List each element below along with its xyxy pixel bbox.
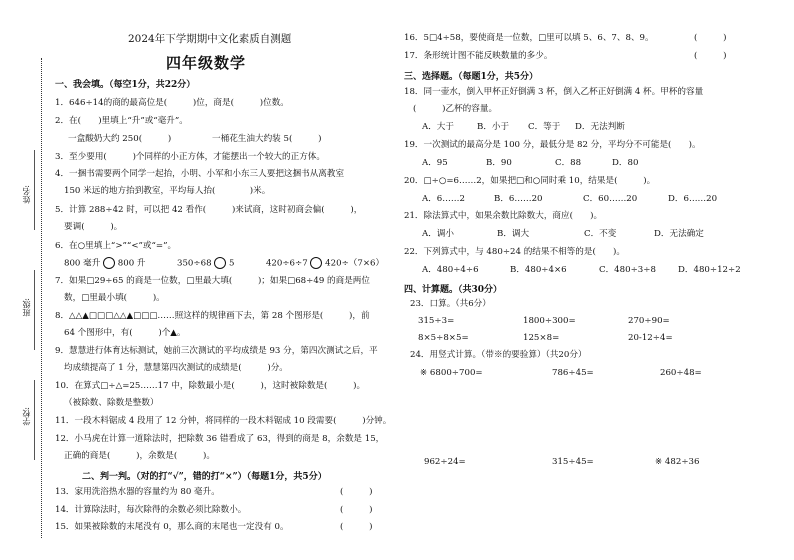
q19-option-a[interactable]: A．95 [422,158,448,168]
q20-option-b[interactable]: B．6……20 [494,194,543,204]
oral-calc: 20-12÷4= [628,333,673,343]
q22-option-c[interactable]: C．480÷3÷8 [599,265,656,275]
question-6-comparisons [64,257,384,270]
question-9-line-1: 9．慧慧进行体育达标测试，她前三次测试的平均成绩是 93 分，第四次测试之后，平 [55,346,378,356]
class-label: 班级: [22,298,31,317]
subject-title: 四年级数学 [166,54,247,72]
oral-calc: 1800÷300= [523,316,576,326]
name-underline [34,150,35,230]
question-22: 22．下列算式中，与 480÷24 的结果不相等的是( )。 [404,247,625,257]
binding-dotted-line [41,58,42,538]
q19-option-c[interactable]: C．88 [555,158,582,168]
compare-3-right: 420÷（7×6） [325,258,385,269]
section-4-heading: 四、计算题。（共30分） [404,285,503,295]
vertical-calc: ※ 482÷36 [655,457,700,467]
question-7-line-1: 7．如果□29÷65 的商是一位数，□里最大填( )；如果□68÷49 的商是两位 [55,276,370,286]
oral-calc: 315÷3= [418,316,455,326]
q18-option-a[interactable]: A．大于 [422,122,454,132]
q21-option-c[interactable]: C．不变 [584,229,617,239]
question-12-line-2: 正确的商是( )，余数是( )。 [64,451,215,461]
oral-calc: 8×5÷8×5= [418,333,469,343]
q18-option-d[interactable]: D．无法判断 [575,122,625,132]
question-16: 16．5□4÷58，要使商是一位数，□里可以填 5、6、7、8、9。 [404,33,654,43]
question-17: 17．条形统计图不能反映数量的多少。 [404,51,553,61]
compare-2-circle[interactable] [214,257,226,269]
question-4-line-1: 4．一捆书需要两个同学一起抬，小明、小军和小东三人要把这捆书从离教室 [55,169,345,179]
question-1: 1．646÷14的商的最高位是( )位，商是( )位数。 [55,98,289,108]
question-11: 11．一段木料锯成 4 段用了 12 分钟，将同样的一段木料锯成 10 段需要( )分钟。 [55,416,392,426]
q22-option-d[interactable]: D．480÷12÷2 [678,265,741,275]
q20-option-d[interactable]: D．6……20 [668,194,718,204]
oral-calc: 270÷90= [628,316,670,326]
compare-3-left: 420÷6÷7 [265,258,308,269]
compare-3-circle[interactable] [310,257,322,269]
section-2-heading: 二、判一判。（对的打“√”，错的打“×”）（每题1分，共5分） [82,472,327,482]
q20-option-a[interactable]: A．6……2 [422,194,465,204]
q19-option-d[interactable]: D．80 [612,158,639,168]
question-7-line-2: 数，□里最小填( )。 [64,293,165,303]
oral-calc: 125×8= [523,333,560,343]
q18-option-b[interactable]: B．小于 [477,122,510,132]
school-label: 学校: [22,407,31,426]
question-5-line-1: 5．计算 288÷42 时，可以把 42 看作( )来试商，这时初商会偏( )， [55,205,363,215]
q18-option-c[interactable]: C．等于 [528,122,561,132]
question-13: 13．家用洗浴热水器的容量约为 80 毫升。 [55,487,220,497]
q22-option-b[interactable]: B．480÷4×6 [510,265,567,275]
question-15: 15．如果被除数的末尾没有 0，那么商的末尾也一定没有 0。 [55,522,289,532]
vertical-calc: 315÷45= [552,457,594,467]
compare-1-circle[interactable] [103,257,115,269]
question-10-line-1: 10．在算式□÷△=25……17 中，除数最小是( )，这时被除数是( )。 [55,381,366,391]
question-10-line-2: （被除数、除数是整数） [64,398,159,408]
vertical-calc: ※ 6800÷700= [420,368,483,378]
compare-2-left: 350÷68 [177,258,212,269]
q22-option-a[interactable]: A．480÷4÷6 [422,265,479,275]
vertical-calc: 786÷45= [552,368,594,378]
question-8-line-1: 8．△△▲□□□△△▲□□□……照这样的规律画下去，第 28 个图形是( )，前 [55,311,370,321]
question-24: 24．用竖式计算。（带※的要验算）（共20分） [410,350,587,360]
class-underline [34,270,35,350]
section-1-heading: 一、我会填。（每空1分，共22分） [55,80,196,90]
q21-option-d[interactable]: D．无法确定 [654,229,704,239]
answer-paren-13[interactable]: ( ) [340,487,373,497]
question-9-line-2: 均成绩提高了 1 分，慧慧第四次测试的成绩是( )分。 [64,363,288,373]
question-5-line-2: 要调( )。 [64,222,123,232]
vertical-calc: 962÷24= [424,457,466,467]
question-18-line-1: 18．同一壶水，倒入甲杯正好倒满 3 杯，倒入乙杯正好倒满 4 杯。甲杯的容量 [404,87,704,97]
exam-title: 2024年下学期期中文化素质自测题 [128,33,292,45]
name-label: 姓名: [22,185,31,204]
q21-option-a[interactable]: A．调小 [422,229,454,239]
question-8-line-2: 64 个图形中，有( )个▲。 [64,328,186,338]
question-23: 23．口算。（共6分） [410,299,491,309]
compare-2-right: 5 [229,258,235,269]
answer-paren-16[interactable]: ( ) [694,33,727,43]
answer-paren-14[interactable]: ( ) [340,505,373,515]
question-18-line-2: ( )乙杯的容量。 [413,104,498,114]
question-21: 21．除法算式中，如果余数比除数大，商应( )。 [404,211,603,221]
question-2-part-b: 一桶花生油大约装 5( ) [212,134,322,144]
vertical-calc: 260÷48= [660,368,702,378]
compare-1-left: 800 毫升 [64,258,101,269]
question-14: 14．计算除法时，每次除得的余数必须比除数小。 [55,505,247,515]
compare-1-right: 800 升 [117,258,146,269]
q20-option-c[interactable]: C．60……20 [583,194,638,204]
question-20: 20．□÷○=6……2，如果把□和○同时乘 10，结果是( )。 [404,176,656,186]
question-2-part-a: 一盒酸奶大约 250( ) [68,134,172,144]
question-2: 2．在( )里填上“升”或“毫升”。 [55,116,188,126]
answer-paren-17[interactable]: ( ) [694,51,727,61]
school-underline [34,380,35,460]
answer-paren-15[interactable]: ( ) [340,522,373,532]
question-4-line-2: 150 米远的地方抬到教室，平均每人抬( )米。 [64,186,271,196]
q19-option-b[interactable]: B．90 [486,158,512,168]
question-3: 3．至少要用( )个同样的小正方体，才能摆出一个较大的正方体。 [55,152,325,162]
q21-option-b[interactable]: B．调大 [497,229,530,239]
question-6: 6．在○里填上“>”“<”或“=”。 [55,241,177,251]
section-3-heading: 三、选择题。（每题1分，共5分） [404,72,539,82]
question-19: 19．一次测试的最高分是 100 分，最低分是 82 分，平均分不可能是( )。 [404,140,701,150]
question-12-line-1: 12．小马虎在计算一道除法时，把除数 36 错看成了 63，得到的商是 8，余数是 15， [55,434,385,444]
